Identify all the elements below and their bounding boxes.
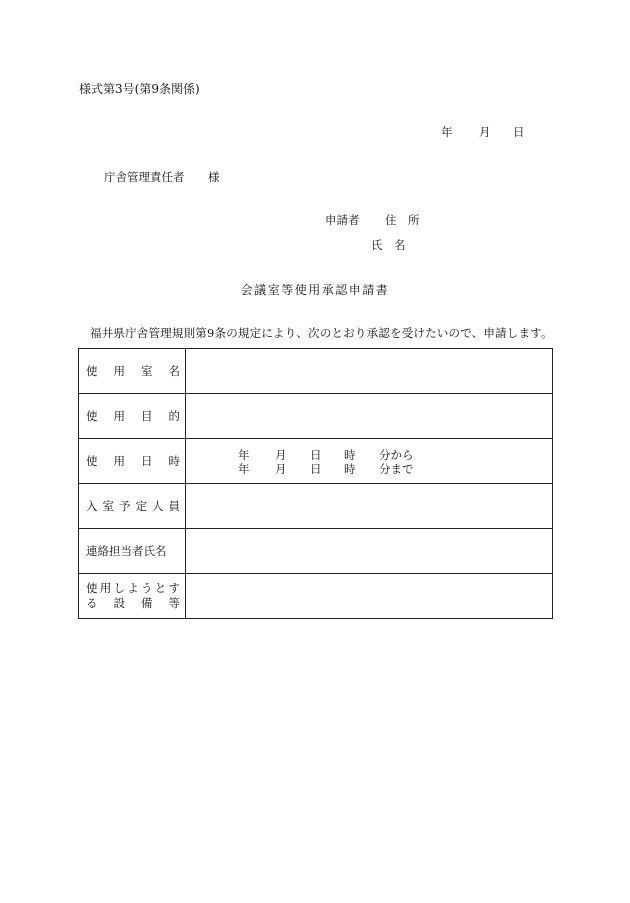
table-row-datetime: [79, 439, 553, 484]
contact-label: 連絡担当者氏名: [79, 529, 186, 574]
table-row-room-name: [79, 349, 553, 394]
equipment-field[interactable]: [186, 574, 553, 619]
table-row-equipment: [79, 574, 553, 619]
applicant-address-label: 住 所: [385, 213, 420, 227]
datetime-field[interactable]: [186, 439, 553, 484]
table-row-attendees: [79, 484, 553, 529]
table-row-purpose: [79, 394, 553, 439]
equipment-label: 使 用 し よ う と す る 設 備 等: [79, 574, 186, 619]
purpose-field[interactable]: [186, 394, 553, 439]
contact-field[interactable]: [186, 529, 553, 574]
room-name-label: 使 用 室 名: [79, 349, 186, 394]
datetime-to-row: 年 月 日 時 分まで: [238, 462, 414, 476]
applicant-name-label: 氏 名: [371, 238, 406, 252]
applicant-prefix: 申請者: [325, 213, 360, 227]
addressee-honorific: 様: [208, 170, 220, 184]
date-year-label: 年: [441, 125, 453, 139]
date-month-label: 月: [479, 125, 491, 139]
application-table: [78, 348, 553, 619]
applicant-address: [325, 212, 420, 228]
datetime-label: 使 用 日 時: [79, 439, 186, 484]
date-day-label: 日: [513, 125, 525, 139]
attendees-field[interactable]: [186, 484, 553, 529]
table-row-contact: [79, 529, 553, 574]
form-number: 様式第3号(第9条関係): [79, 82, 200, 96]
addressee-name: 庁舎管理責任者: [104, 170, 185, 184]
document-title: 会議室等使用承認申請書: [240, 283, 390, 297]
room-name-field[interactable]: [186, 349, 553, 394]
purpose-label: 使 用 目 的: [79, 394, 186, 439]
intro-text: 福井県庁舎管理規則第9条の規定により、次のとおり承認を受けたいので、申請します。: [90, 326, 553, 340]
addressee: [104, 169, 220, 185]
datetime-from-row: 年 月 日 時 分から: [238, 448, 414, 462]
attendees-label: 入 室 予 定 人 員: [79, 484, 186, 529]
